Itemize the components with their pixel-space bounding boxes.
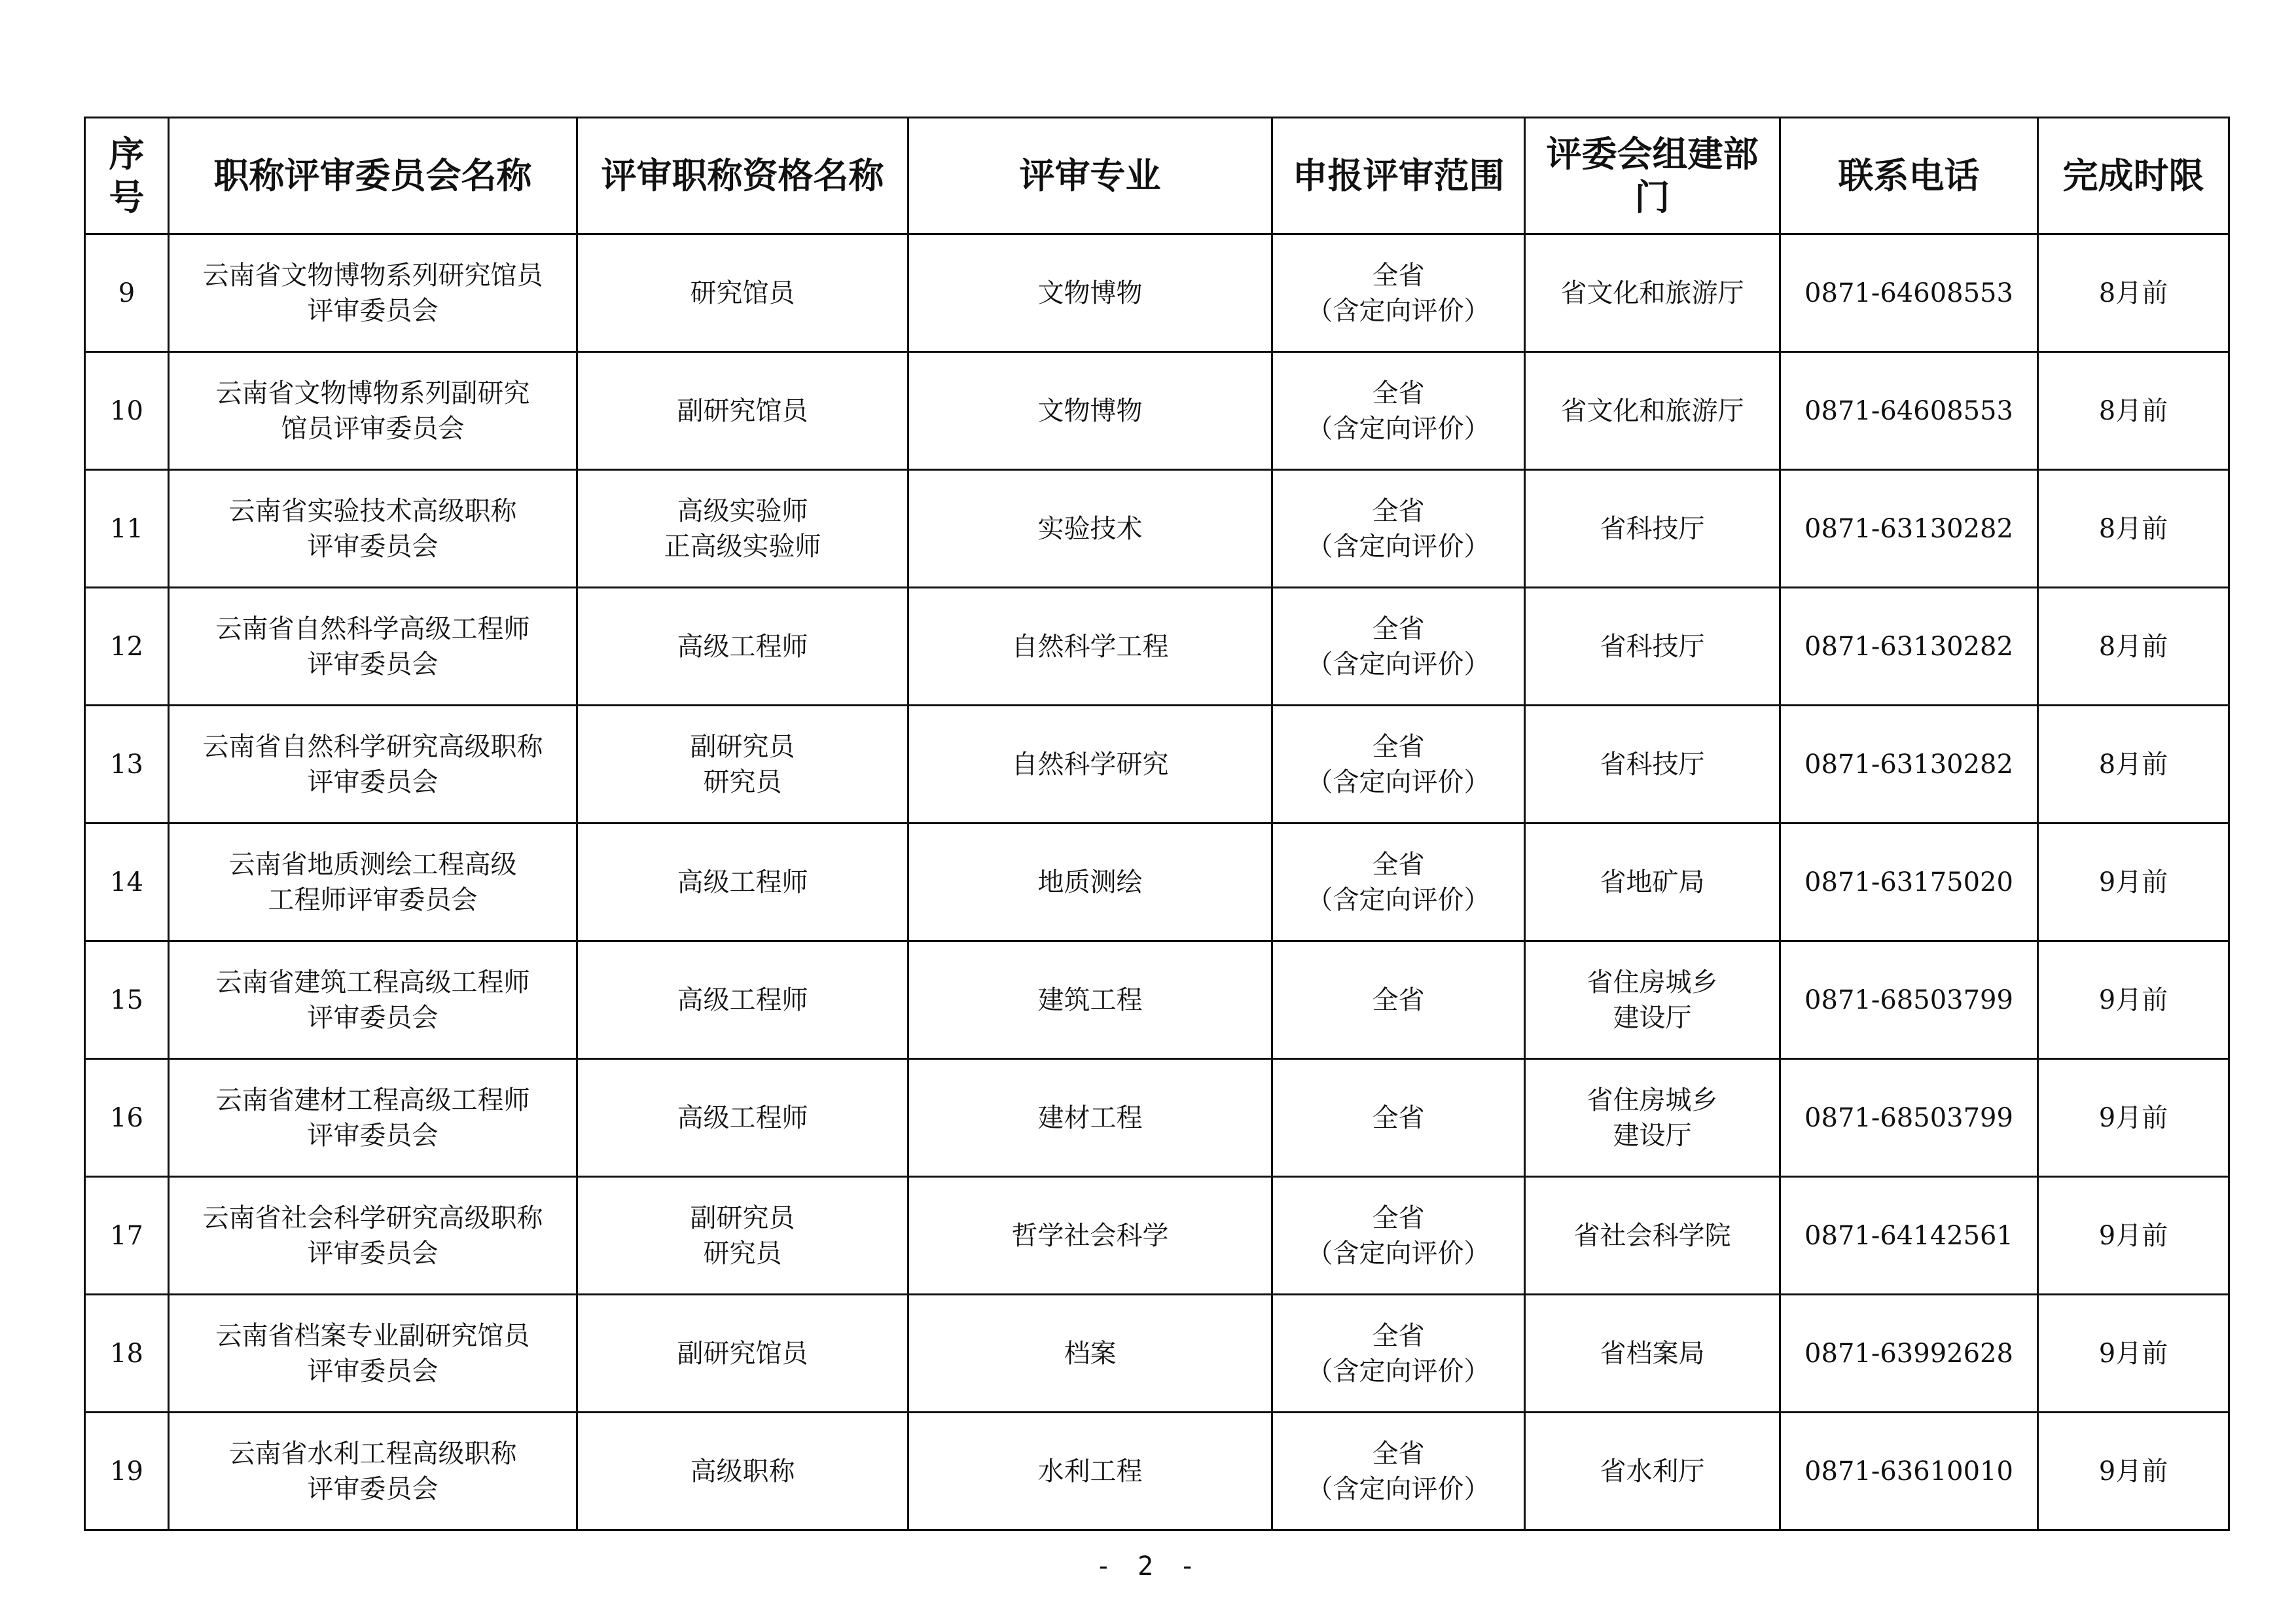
header-deadline: 完成时限 bbox=[2038, 118, 2229, 234]
cell-title-qualification-line: 高级实验师 bbox=[677, 496, 808, 526]
table-row bbox=[85, 1295, 2229, 1413]
cell-phone: 0871-68503799 bbox=[1780, 941, 2038, 1059]
cell-major: 哲学社会科学 bbox=[908, 1177, 1272, 1295]
header-committee-name: 职称评审委员会名称 bbox=[169, 118, 577, 234]
cell-department-line: 省档案局 bbox=[1600, 1338, 1705, 1369]
cell-scope-line: （含定向评价） bbox=[1306, 767, 1490, 797]
cell-major: 水利工程 bbox=[908, 1413, 1272, 1530]
cell-department bbox=[1525, 470, 1780, 588]
cell-title-qualification bbox=[577, 941, 908, 1059]
cell-department-line: 省住房城乡 bbox=[1587, 967, 1718, 998]
header-title-qualification: 评审职称资格名称 bbox=[577, 118, 908, 234]
cell-title-qualification bbox=[577, 823, 908, 941]
cell-committee-name bbox=[169, 823, 577, 941]
cell-title-qualification-line: 副研究馆员 bbox=[677, 395, 808, 426]
cell-deadline: 9月前 bbox=[2038, 1413, 2229, 1530]
cell-committee-name-line: 评审委员会 bbox=[307, 1356, 439, 1386]
cell-title-qualification-line: 副研究员 bbox=[690, 731, 795, 762]
cell-major: 自然科学工程 bbox=[908, 588, 1272, 706]
cell-title-qualification-line: 高级工程师 bbox=[677, 984, 808, 1015]
cell-committee-name-line: 云南省建筑工程高级工程师 bbox=[215, 967, 530, 998]
cell-title-qualification-line: 正高级实验师 bbox=[664, 531, 821, 562]
cell-title-qualification bbox=[577, 1413, 908, 1530]
cell-phone: 0871-64608553 bbox=[1780, 234, 2038, 352]
cell-title-qualification-line: 研究馆员 bbox=[690, 278, 795, 308]
table-row bbox=[85, 234, 2229, 352]
cell-committee-name bbox=[169, 588, 577, 706]
header-department: 评委会组建部 门 bbox=[1525, 118, 1780, 234]
cell-committee-name-line: 云南省文物博物系列研究馆员 bbox=[202, 260, 543, 291]
cell-deadline: 8月前 bbox=[2038, 234, 2229, 352]
cell-scope bbox=[1272, 588, 1525, 706]
cell-committee-name bbox=[169, 1413, 577, 1530]
cell-scope-line: （含定向评价） bbox=[1306, 295, 1490, 326]
cell-seq-no: 15 bbox=[85, 941, 169, 1059]
cell-committee-name bbox=[169, 234, 577, 352]
cell-title-qualification-line: 研究员 bbox=[703, 767, 782, 797]
table-row bbox=[85, 823, 2229, 941]
cell-deadline: 9月前 bbox=[2038, 941, 2229, 1059]
table-row bbox=[85, 706, 2229, 823]
cell-department bbox=[1525, 706, 1780, 823]
cell-scope-line: （含定向评价） bbox=[1306, 1473, 1490, 1504]
cell-committee-name-line: 馆员评审委员会 bbox=[281, 413, 465, 444]
cell-scope bbox=[1272, 706, 1525, 823]
cell-committee-name-line: 云南省水利工程高级职称 bbox=[228, 1438, 517, 1469]
cell-scope bbox=[1272, 1413, 1525, 1530]
header-scope: 申报评审范围 bbox=[1272, 118, 1525, 234]
cell-committee-name-line: 评审委员会 bbox=[307, 767, 439, 797]
cell-department bbox=[1525, 941, 1780, 1059]
cell-phone: 0871-64608553 bbox=[1780, 352, 2038, 470]
cell-department-line: 省科技厅 bbox=[1600, 631, 1705, 662]
cell-committee-name-line: 云南省社会科学研究高级职称 bbox=[202, 1202, 543, 1233]
cell-seq-no: 18 bbox=[85, 1295, 169, 1413]
cell-deadline: 8月前 bbox=[2038, 588, 2229, 706]
cell-deadline: 8月前 bbox=[2038, 706, 2229, 823]
cell-seq-no: 17 bbox=[85, 1177, 169, 1295]
cell-committee-name-line: 云南省自然科学高级工程师 bbox=[215, 613, 530, 644]
cell-title-qualification-line: 高级职称 bbox=[690, 1456, 795, 1487]
cell-department bbox=[1525, 1177, 1780, 1295]
cell-scope bbox=[1272, 823, 1525, 941]
cell-scope-line: （含定向评价） bbox=[1306, 649, 1490, 679]
cell-major: 档案 bbox=[908, 1295, 1272, 1413]
cell-committee-name-line: 云南省建材工程高级工程师 bbox=[215, 1085, 530, 1115]
cell-title-qualification bbox=[577, 1059, 908, 1177]
cell-deadline: 9月前 bbox=[2038, 1177, 2229, 1295]
cell-title-qualification bbox=[577, 234, 908, 352]
cell-scope-line: 全省 bbox=[1372, 1202, 1425, 1233]
cell-department bbox=[1525, 1295, 1780, 1413]
cell-department-line: 省文化和旅游厅 bbox=[1560, 278, 1744, 308]
cell-department bbox=[1525, 1059, 1780, 1177]
cell-phone: 0871-63175020 bbox=[1780, 823, 2038, 941]
cell-committee-name bbox=[169, 1295, 577, 1413]
cell-committee-name-line: 评审委员会 bbox=[307, 1120, 439, 1151]
cell-seq-no: 13 bbox=[85, 706, 169, 823]
cell-department-line: 省社会科学院 bbox=[1573, 1220, 1731, 1251]
cell-department-line: 省水利厅 bbox=[1600, 1456, 1705, 1487]
cell-committee-name-line: 评审委员会 bbox=[307, 1238, 439, 1269]
cell-title-qualification-line: 高级工程师 bbox=[677, 867, 808, 897]
table-row bbox=[85, 1059, 2229, 1177]
cell-scope-line: 全省 bbox=[1372, 984, 1425, 1015]
cell-scope-line: 全省 bbox=[1372, 1320, 1425, 1351]
cell-committee-name-line: 评审委员会 bbox=[307, 1473, 439, 1504]
cell-scope-line: （含定向评价） bbox=[1306, 1238, 1490, 1269]
cell-committee-name bbox=[169, 706, 577, 823]
cell-department-line: 省文化和旅游厅 bbox=[1560, 395, 1744, 426]
cell-department-line: 省地矿局 bbox=[1600, 867, 1705, 897]
cell-department bbox=[1525, 588, 1780, 706]
cell-department-line: 建设厅 bbox=[1613, 1120, 1692, 1151]
cell-title-qualification bbox=[577, 1177, 908, 1295]
cell-seq-no: 10 bbox=[85, 352, 169, 470]
cell-scope-line: 全省 bbox=[1372, 731, 1425, 762]
cell-department-line: 建设厅 bbox=[1613, 1002, 1692, 1033]
cell-scope bbox=[1272, 470, 1525, 588]
cell-title-qualification-line: 副研究馆员 bbox=[677, 1338, 808, 1369]
cell-committee-name-line: 工程师评审委员会 bbox=[268, 884, 478, 915]
table-row bbox=[85, 941, 2229, 1059]
cell-phone: 0871-63130282 bbox=[1780, 588, 2038, 706]
cell-committee-name-line: 评审委员会 bbox=[307, 1002, 439, 1033]
cell-title-qualification bbox=[577, 588, 908, 706]
cell-department-line: 省科技厅 bbox=[1600, 749, 1705, 780]
cell-scope-line: 全省 bbox=[1372, 849, 1425, 880]
cell-seq-no: 11 bbox=[85, 470, 169, 588]
cell-major: 文物博物 bbox=[908, 234, 1272, 352]
cell-scope-line: 全省 bbox=[1372, 496, 1425, 526]
cell-scope-line: （含定向评价） bbox=[1306, 531, 1490, 562]
cell-committee-name bbox=[169, 352, 577, 470]
cell-committee-name-line: 评审委员会 bbox=[307, 295, 439, 326]
cell-department bbox=[1525, 234, 1780, 352]
cell-title-qualification bbox=[577, 1295, 908, 1413]
cell-scope bbox=[1272, 941, 1525, 1059]
cell-committee-name-line: 云南省自然科学研究高级职称 bbox=[202, 731, 543, 762]
cell-seq-no: 14 bbox=[85, 823, 169, 941]
header-seq-no: 序 号 bbox=[85, 118, 169, 234]
cell-title-qualification bbox=[577, 706, 908, 823]
cell-major: 建材工程 bbox=[908, 1059, 1272, 1177]
cell-deadline: 9月前 bbox=[2038, 1059, 2229, 1177]
cell-phone: 0871-63130282 bbox=[1780, 706, 2038, 823]
cell-seq-no: 19 bbox=[85, 1413, 169, 1530]
evaluation-committee-table bbox=[84, 117, 2230, 1531]
table-row bbox=[85, 1413, 2229, 1530]
cell-committee-name bbox=[169, 941, 577, 1059]
cell-scope-line: 全省 bbox=[1372, 378, 1425, 408]
cell-title-qualification-line: 副研究员 bbox=[690, 1202, 795, 1233]
table-row bbox=[85, 470, 2229, 588]
cell-deadline: 9月前 bbox=[2038, 823, 2229, 941]
cell-scope bbox=[1272, 1177, 1525, 1295]
cell-title-qualification bbox=[577, 352, 908, 470]
cell-phone: 0871-64142561 bbox=[1780, 1177, 2038, 1295]
cell-phone: 0871-63992628 bbox=[1780, 1295, 2038, 1413]
table-header-row bbox=[85, 118, 2229, 234]
cell-committee-name-line: 云南省文物博物系列副研究 bbox=[215, 378, 530, 408]
cell-committee-name-line: 评审委员会 bbox=[307, 531, 439, 562]
cell-phone: 0871-63610010 bbox=[1780, 1413, 2038, 1530]
cell-scope-line: 全省 bbox=[1372, 613, 1425, 644]
cell-deadline: 9月前 bbox=[2038, 1295, 2229, 1413]
page-number: - 2 - bbox=[1095, 1551, 1201, 1581]
cell-department-line: 省住房城乡 bbox=[1587, 1085, 1718, 1115]
cell-department-line: 省科技厅 bbox=[1600, 513, 1705, 544]
cell-deadline: 8月前 bbox=[2038, 352, 2229, 470]
cell-scope-line: 全省 bbox=[1372, 1438, 1425, 1469]
cell-title-qualification-line: 高级工程师 bbox=[677, 631, 808, 662]
cell-committee-name bbox=[169, 1177, 577, 1295]
cell-major: 建筑工程 bbox=[908, 941, 1272, 1059]
cell-major: 实验技术 bbox=[908, 470, 1272, 588]
cell-deadline: 8月前 bbox=[2038, 470, 2229, 588]
cell-committee-name-line: 云南省档案专业副研究馆员 bbox=[215, 1320, 530, 1351]
cell-scope-line: 全省 bbox=[1372, 260, 1425, 291]
cell-seq-no: 12 bbox=[85, 588, 169, 706]
cell-scope bbox=[1272, 352, 1525, 470]
cell-seq-no: 9 bbox=[85, 234, 169, 352]
cell-title-qualification-line: 高级工程师 bbox=[677, 1102, 808, 1133]
header-major: 评审专业 bbox=[908, 118, 1272, 234]
table-row bbox=[85, 1177, 2229, 1295]
cell-committee-name bbox=[169, 1059, 577, 1177]
cell-department bbox=[1525, 1413, 1780, 1530]
cell-scope-line: 全省 bbox=[1372, 1102, 1425, 1133]
cell-major: 地质测绘 bbox=[908, 823, 1272, 941]
cell-scope-line: （含定向评价） bbox=[1306, 1356, 1490, 1386]
cell-scope-line: （含定向评价） bbox=[1306, 884, 1490, 915]
cell-department bbox=[1525, 823, 1780, 941]
table-row bbox=[85, 588, 2229, 706]
cell-major: 文物博物 bbox=[908, 352, 1272, 470]
cell-scope bbox=[1272, 1295, 1525, 1413]
cell-title-qualification-line: 研究员 bbox=[703, 1238, 782, 1269]
cell-phone: 0871-63130282 bbox=[1780, 470, 2038, 588]
cell-scope bbox=[1272, 234, 1525, 352]
cell-department bbox=[1525, 352, 1780, 470]
cell-committee-name bbox=[169, 470, 577, 588]
cell-scope bbox=[1272, 1059, 1525, 1177]
cell-committee-name-line: 评审委员会 bbox=[307, 649, 439, 679]
header-phone: 联系电话 bbox=[1780, 118, 2038, 234]
cell-scope-line: （含定向评价） bbox=[1306, 413, 1490, 444]
cell-committee-name-line: 云南省地质测绘工程高级 bbox=[228, 849, 517, 880]
cell-major: 自然科学研究 bbox=[908, 706, 1272, 823]
table-row bbox=[85, 352, 2229, 470]
cell-title-qualification bbox=[577, 470, 908, 588]
cell-committee-name-line: 云南省实验技术高级职称 bbox=[228, 496, 517, 526]
cell-phone: 0871-68503799 bbox=[1780, 1059, 2038, 1177]
cell-seq-no: 16 bbox=[85, 1059, 169, 1177]
